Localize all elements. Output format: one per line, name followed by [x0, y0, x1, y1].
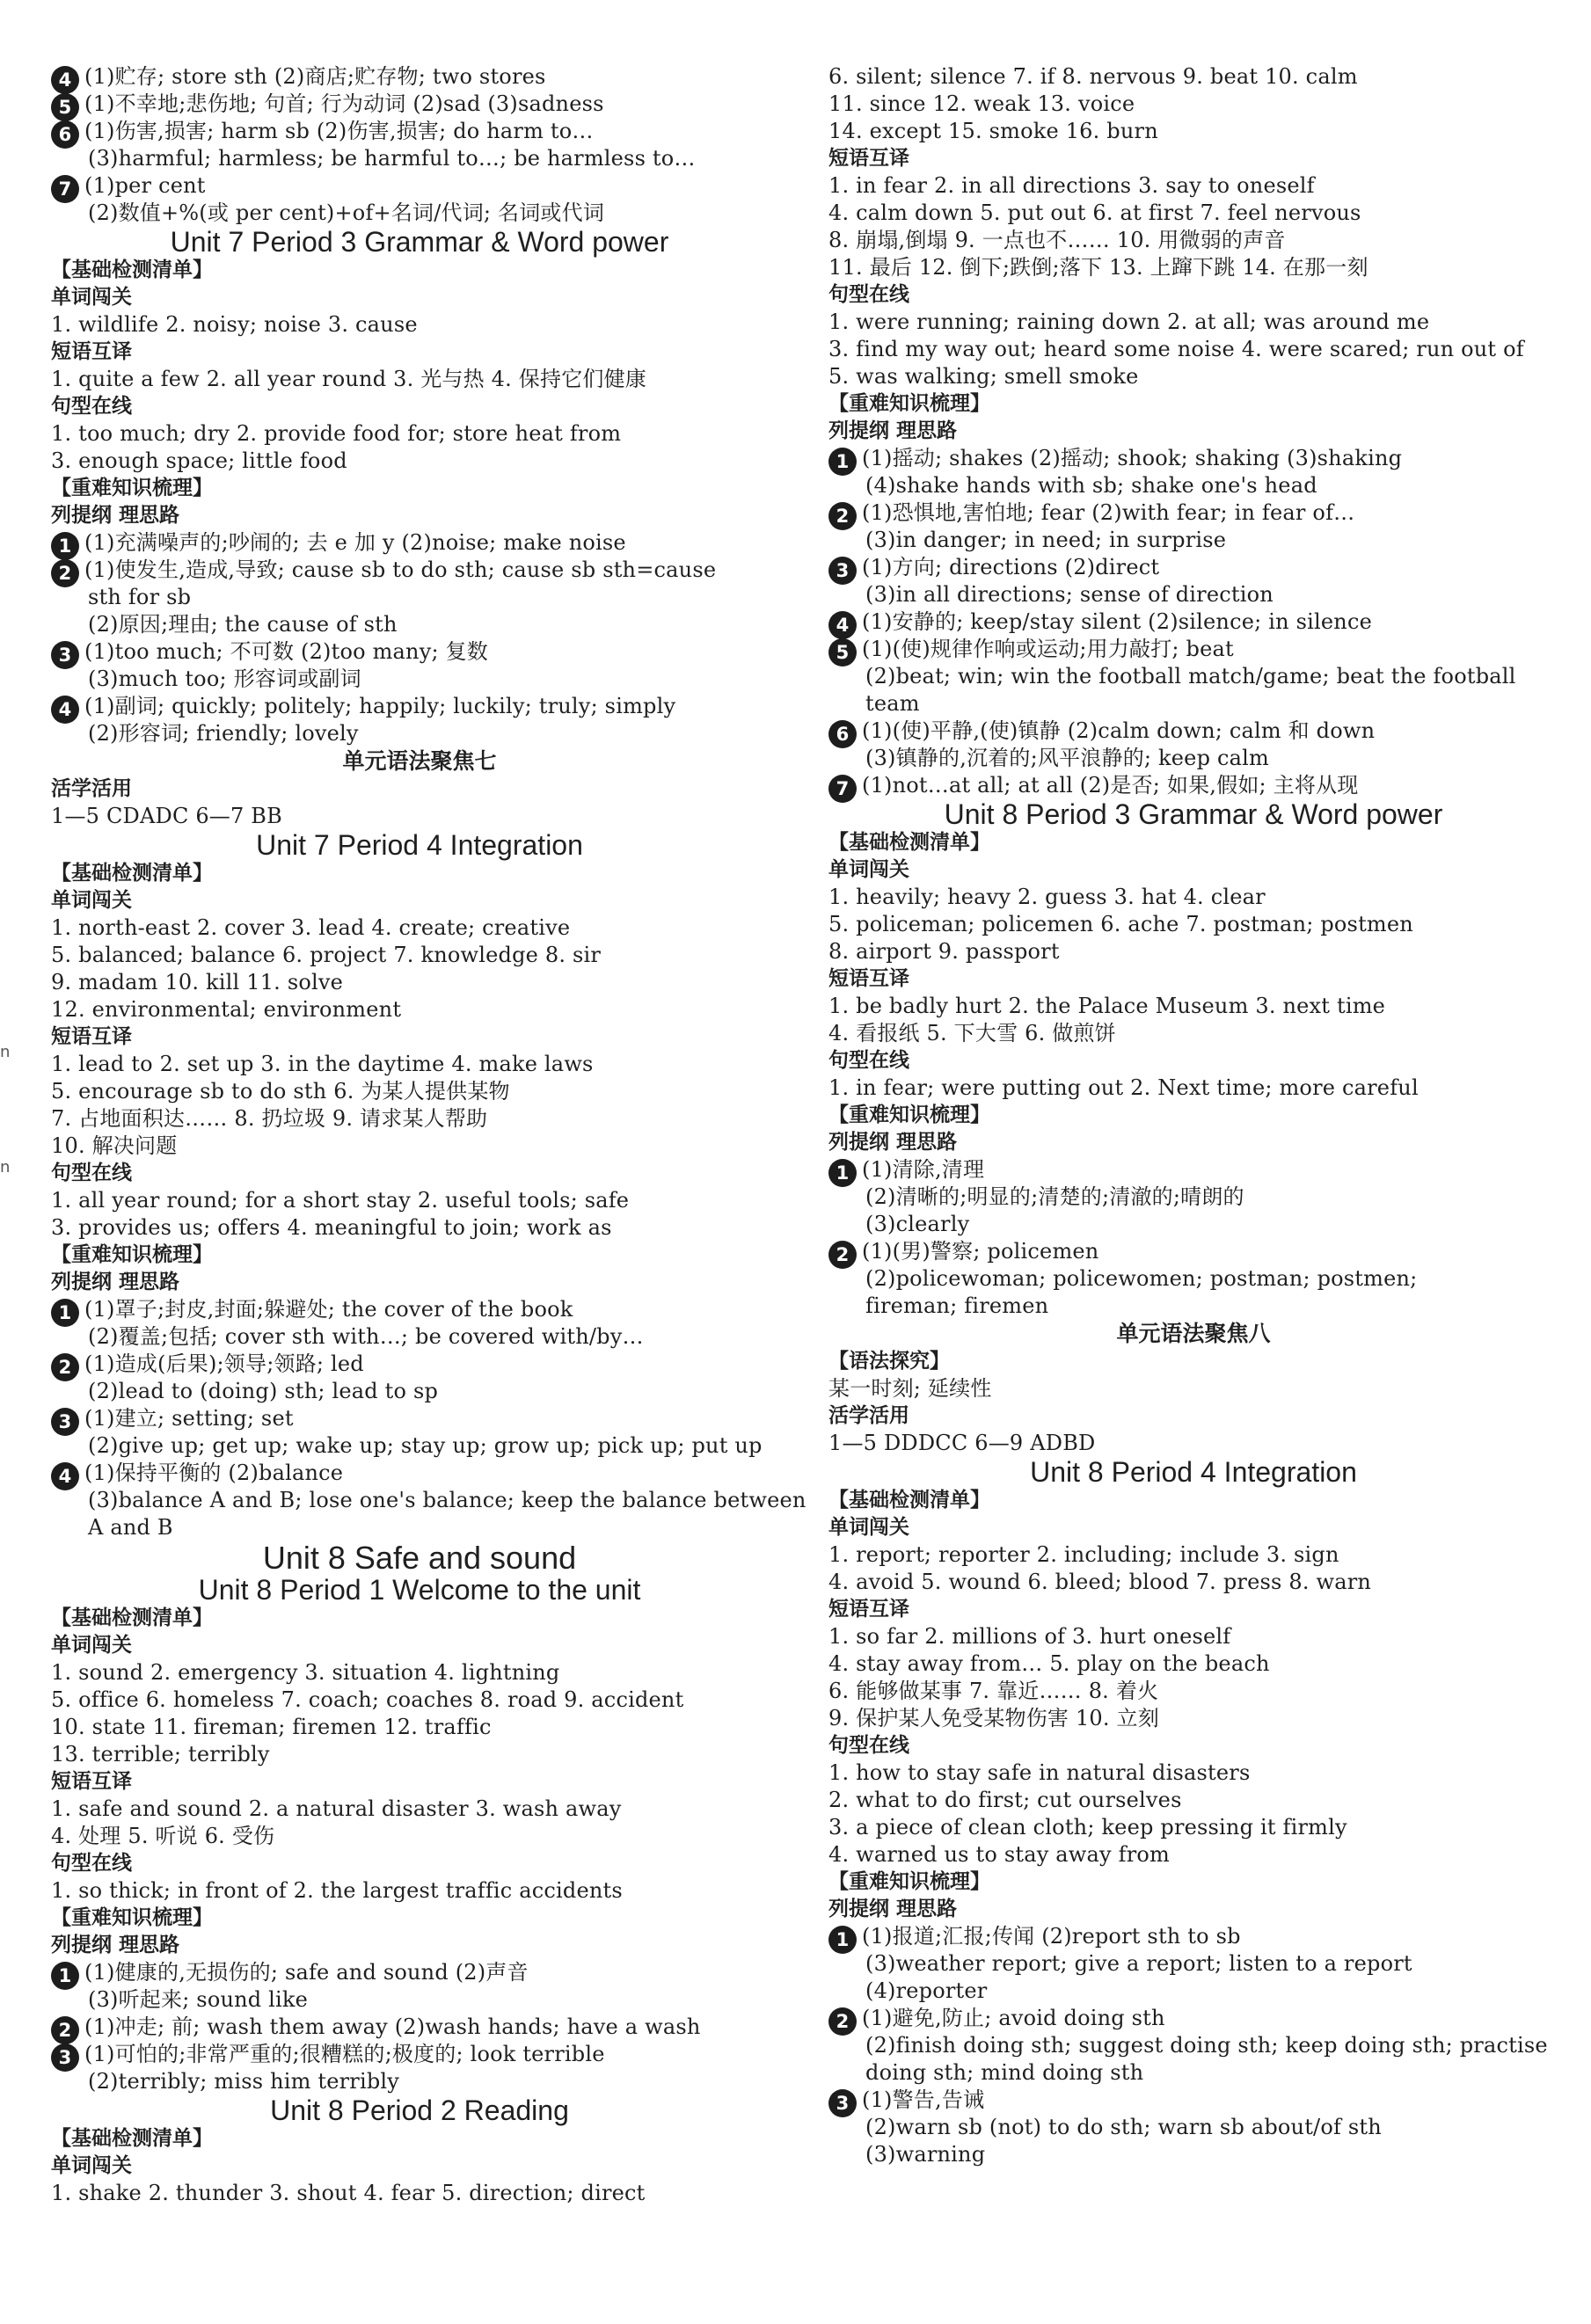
answer-line: 2 (1)恐惧地,害怕地; fear (2)with fear; in fear of… [828, 499, 1558, 527]
answer-line: 1 (1)罩子;封皮,封面;躲避处; the cover of the book [51, 1296, 788, 1323]
answer-line: 3 (1)可怕的;非常严重的;很糟糕的;极度的; look terrible [51, 2041, 788, 2068]
answer-line: 2. what to do first; cut ourselves [828, 1788, 1182, 1812]
answer-line: 3 (1)警告,告诫 [828, 2087, 1558, 2114]
number-6-icon: 6 [51, 120, 79, 149]
answer-line: (2)give up; get up; wake up; stay up; grow up; pick up; put up [88, 1433, 763, 1458]
margin-mark: n [0, 1158, 11, 1177]
answer-line: (3)听起来; sound like [88, 1987, 309, 2012]
grammar-focus-heading: 单元语法聚焦八 [1116, 1321, 1271, 1346]
answer-line: (2)policewoman; policewomen; postman; postmen; [865, 1266, 1418, 1291]
answer-line: 1 (1)健康的,无损伤的; safe and sound (2)声音 [51, 1959, 788, 1986]
answer-line: 5. policeman; policemen 6. ache 7. postman; postmen [828, 912, 1413, 936]
subsection-heading: 句型在线 [828, 1734, 909, 1757]
answer-line: 5 (1)不幸地;悲伤地; 句首; 行为动词 (2)sad (3)sadness [51, 91, 788, 118]
answer-line: 1. heavily; heavy 2. guess 3. hat 4. clear [828, 885, 1266, 909]
period-heading: Unit 7 Period 3 Grammar & Word power [170, 226, 669, 258]
subsection-heading: 句型在线 [51, 1162, 132, 1184]
number-1-icon: 1 [828, 1926, 857, 1954]
number-1-icon: 1 [51, 1962, 79, 1990]
number-5-icon: 5 [51, 93, 79, 121]
answer-line: 1. so far 2. millions of 3. hurt oneself [828, 1624, 1231, 1649]
answer-line: 1. so thick; in front of 2. the largest traffic accidents [51, 1878, 623, 1903]
answer-line: 4 (1)副词; quickly; politely; happily; luckily; truly; simply [51, 693, 788, 720]
answer-line: 4. avoid 5. wound 6. bleed; blood 7. press 8. warn [828, 1570, 1372, 1594]
number-4-icon: 4 [51, 66, 79, 94]
answer-line: 5. encourage sb to do sth 6. 为某人提供某物 [51, 1079, 510, 1104]
answer-line: 1. in fear; were putting out 2. Next time; more careful [828, 1075, 1419, 1100]
answer-line: 6. 能够做某事 7. 靠近…… 8. 着火 [828, 1679, 1159, 1703]
subsection-heading: 活学活用 [828, 1404, 909, 1427]
number-1-icon: 1 [51, 532, 79, 560]
answer-line: 3. provides us; offers 4. meaningful to join; work as [51, 1215, 612, 1240]
subsection-heading: 列提纲 理思路 [51, 1271, 180, 1293]
answer-line: 4. calm down 5. put out 6. at first 7. feel nervous [828, 200, 1361, 225]
answer-line: 6 (1)(使)平静,(使)镇静 (2)calm down; calm 和 down [828, 718, 1558, 745]
answer-line: (3)in all directions; sense of direction [865, 582, 1274, 607]
answer-line: 1. north-east 2. cover 3. lead 4. create; creative [51, 915, 571, 940]
answer-line: 1—5 DDDCC 6—9 ADBD [828, 1431, 1096, 1455]
answer-line: 2 (1)使发生,造成,导致; cause sb to do sth; cause sb sth=cause [51, 557, 788, 584]
answer-line: 4. warned us to stay away from [828, 1842, 1170, 1867]
answer-line: 3. enough space; little food [51, 448, 347, 473]
answer-line: 1 (1)充满噪声的;吵闹的; 去 e 加 y (2)noise; make noise [51, 529, 788, 557]
subsection-heading: 活学活用 [51, 777, 132, 800]
answer-line: (4)reporter [865, 1978, 988, 2003]
margin-mark: n [0, 1043, 11, 1061]
answer-line: 4 (1)保持平衡的 (2)balance [51, 1460, 788, 1487]
answer-line: (2)beat; win; win the football match/game; beat the football [865, 664, 1516, 688]
answer-line: (3)clearly [865, 1212, 970, 1236]
answer-line: (2)terribly; miss him terribly [88, 2069, 400, 2094]
answer-line: (2)覆盖;包括; cover sth with…; be covered with/by… [88, 1324, 644, 1349]
answer-line: 7 (1)per cent [51, 172, 788, 200]
answer-line: (2)清晰的;明显的;清楚的;清澈的;晴朗的 [865, 1184, 1244, 1209]
answer-line: 5. office 6. homeless 7. coach; coaches 8. road 9. accident [51, 1687, 684, 1712]
subsection-heading: 句型在线 [828, 1049, 909, 1072]
answer-line: 1. be badly hurt 2. the Palace Museum 3. next time [828, 994, 1386, 1018]
number-2-icon: 2 [828, 502, 857, 530]
answer-line: (3)balance A and B; lose one's balance; keep the balance between [88, 1488, 806, 1512]
number-2-icon: 2 [51, 1353, 79, 1381]
number-1-icon: 1 [828, 448, 857, 476]
section-heading: 【重难知识梳理】 [828, 1104, 990, 1126]
answer-line: 1. too much; dry 2. provide food for; store heat from [51, 421, 622, 446]
number-2-icon: 2 [828, 1241, 857, 1269]
answer-line: 3 (1)方向; directions (2)direct [828, 554, 1558, 581]
subsection-heading: 单词闯关 [51, 2154, 132, 2177]
number-3-icon: 3 [828, 557, 857, 585]
period-heading: Unit 8 Period 2 Reading [270, 2095, 569, 2126]
subsection-heading: 短语互译 [828, 967, 909, 990]
period-heading: Unit 8 Period 3 Grammar & Word power [944, 798, 1443, 830]
answer-line: 1. lead to 2. set up 3. in the daytime 4. make laws [51, 1052, 594, 1076]
answer-line: 4 (1)安静的; keep/stay silent (2)silence; in silence [828, 608, 1558, 636]
section-heading: 【重难知识梳理】 [51, 1906, 213, 1929]
answer-line: (2)finish doing sth; suggest doing sth; keep doing sth; practise [865, 2033, 1548, 2058]
number-3-icon: 3 [51, 2044, 79, 2072]
section-heading: 【重难知识梳理】 [828, 392, 990, 415]
answer-line: 2 (1)造成(后果);领导;领路; led [51, 1351, 788, 1378]
number-4-icon: 4 [51, 1462, 79, 1490]
answer-line: 12. environmental; environment [51, 997, 402, 1022]
grammar-focus-heading: 单元语法聚焦七 [342, 748, 497, 774]
subsection-heading: 单词闯关 [51, 889, 132, 912]
answer-line: (2)形容词; friendly; lovely [88, 721, 359, 746]
answer-line: 7 (1)not…at all; at all (2)是否; 如果,假如; 主将从现 [828, 772, 1558, 799]
answer-line: 6. silent; silence 7. if 8. nervous 9. beat 10. calm [828, 64, 1358, 89]
answer-line: 1. all year round; for a short stay 2. useful tools; safe [51, 1188, 630, 1213]
answer-line: (3)harmful; harmless; be harmful to…; be harmless to… [88, 146, 696, 171]
answer-line: 5. was walking; smell smoke [828, 364, 1139, 389]
number-1-icon: 1 [51, 1299, 79, 1327]
number-5-icon: 5 [828, 638, 857, 667]
answer-line: 3. find my way out; heard some noise 4. were scared; run out of [828, 337, 1524, 361]
answer-line: 4. 看报纸 5. 下大雪 6. 做煎饼 [828, 1021, 1116, 1045]
answer-line: (3)much too; 形容词或副词 [88, 667, 361, 691]
subsection-heading: 列提纲 理思路 [828, 419, 958, 442]
answer-line: 4. 处理 5. 听说 6. 受伤 [51, 1824, 275, 1848]
answer-line: (3)weather report; give a report; listen to a report [865, 1951, 1412, 1976]
answer-line: (2)lead to (doing) sth; lead to sp [88, 1379, 439, 1403]
answer-line: 8. 崩塌,倒塌 9. 一点也不…… 10. 用微弱的声音 [828, 228, 1286, 252]
subsection-heading: 单词闯关 [51, 1634, 132, 1657]
number-7-icon: 7 [828, 775, 857, 803]
answer-line: 8. airport 9. passport [828, 939, 1060, 964]
answer-line: sth for sb [88, 585, 192, 609]
answer-line: doing sth; mind doing sth [865, 2060, 1144, 2085]
subsection-heading: 短语互译 [828, 1598, 909, 1621]
subsection-heading: 句型在线 [51, 395, 132, 418]
answer-line: 1 (1)报道;汇报;传闻 (2)report sth to sb [828, 1923, 1558, 1950]
answer-line: 1. sound 2. emergency 3. situation 4. lightning [51, 1660, 560, 1685]
section-heading: 【基础检测清单】 [51, 259, 213, 281]
answer-line: 4. stay away from… 5. play on the beach [828, 1651, 1270, 1676]
answer-line: 1. safe and sound 2. a natural disaster 3. wash away [51, 1796, 622, 1821]
number-3-icon: 3 [51, 1408, 79, 1436]
subsection-heading: 列提纲 理思路 [828, 1898, 958, 1920]
subsection-heading: 句型在线 [828, 283, 909, 306]
subsection-heading: 列提纲 理思路 [51, 1934, 180, 1956]
answer-line: 3 (1)建立; setting; set [51, 1405, 788, 1432]
subsection-heading: 单词闯关 [828, 858, 909, 881]
answer-line: 1. report; reporter 2. including; include 3. sign [828, 1542, 1339, 1567]
number-4-icon: 4 [51, 696, 79, 724]
answer-line: 2 (1)(男)警察; policemen [828, 1238, 1558, 1265]
number-6-icon: 6 [828, 720, 857, 748]
section-heading: 【语法探究】 [828, 1350, 950, 1373]
number-7-icon: 7 [51, 175, 79, 203]
subsection-heading: 短语互译 [51, 1025, 132, 1048]
number-2-icon: 2 [51, 2016, 79, 2044]
answer-line: 1. how to stay safe in natural disasters [828, 1760, 1251, 1785]
answer-line: 10. 解决问题 [51, 1133, 178, 1158]
period-heading: Unit 8 Period 4 Integration [1030, 1456, 1357, 1488]
answer-line: 5. balanced; balance 6. project 7. knowledge 8. sir [51, 943, 602, 967]
section-heading: 【重难知识梳理】 [828, 1870, 990, 1893]
answer-line: fireman; firemen [865, 1293, 1049, 1318]
answer-line: 2 (1)冲走; 前; wash them away (2)wash hands; have a wash [51, 2014, 788, 2041]
answer-line: 某一时刻; 延续性 [828, 1376, 992, 1401]
answer-line: (2)warn sb (not) to do sth; warn sb about/of sth [865, 2115, 1382, 2139]
number-2-icon: 2 [51, 559, 79, 587]
answer-line: 1. in fear 2. in all directions 3. say to oneself [828, 173, 1315, 198]
subsection-heading: 单词闯关 [828, 1516, 909, 1539]
answer-line: 9. madam 10. kill 11. solve [51, 970, 344, 994]
number-4-icon: 4 [828, 611, 857, 639]
answer-line: (2)数值+%(或 per cent)+of+名词/代词; 名词或代词 [88, 200, 605, 225]
answer-line: 1. wildlife 2. noisy; noise 3. cause [51, 312, 418, 337]
answer-line: (3)warning [865, 2142, 986, 2167]
subsection-heading: 列提纲 理思路 [51, 504, 180, 527]
answer-line: 6 (1)伤害,损害; harm sb (2)伤害,损害; do harm to… [51, 118, 788, 145]
answer-line: 5 (1)(使)规律作响或运动;用力敲打; beat [828, 636, 1558, 663]
answer-line: (3)in danger; in need; in surprise [865, 528, 1227, 552]
section-heading: 【基础检测清单】 [51, 2127, 213, 2150]
section-heading: 【基础检测清单】 [828, 1489, 990, 1512]
subsection-heading: 句型在线 [51, 1852, 132, 1875]
period-heading: Unit 8 Period 1 Welcome to the unit [198, 1574, 641, 1606]
period-heading: Unit 7 Period 4 Integration [256, 829, 583, 861]
answer-line: 10. state 11. fireman; firemen 12. traffic [51, 1715, 492, 1739]
right-column [828, 63, 1558, 2168]
number-2-icon: 2 [828, 2007, 857, 2036]
left-column [51, 63, 806, 2207]
answer-line: (4)shake hands with sb; shake one's head [865, 473, 1317, 498]
answer-line: 3 (1)too much; 不可数 (2)too many; 复数 [51, 638, 788, 666]
answer-line: (3)镇静的,沉着的;风平浪静的; keep calm [865, 746, 1269, 770]
number-3-icon: 3 [828, 2089, 857, 2117]
subsection-heading: 列提纲 理思路 [828, 1131, 958, 1154]
answer-line: 1 (1)摇动; shakes (2)摇动; shook; shaking (3)shaking [828, 445, 1558, 472]
answer-line: 9. 保护某人免受某物伤害 10. 立刻 [828, 1706, 1159, 1730]
answer-line: 7. 占地面积达…… 8. 扔垃圾 9. 请求某人帮助 [51, 1106, 488, 1131]
answer-line: A and B [88, 1515, 173, 1540]
section-heading: 【重难知识梳理】 [51, 477, 213, 499]
answer-line: 4 (1)贮存; store sth (2)商店;贮存物; two stores [51, 63, 788, 91]
answer-line: 1. quite a few 2. all year round 3. 光与热 4. 保持它们健康 [51, 367, 646, 391]
subsection-heading: 短语互译 [828, 147, 909, 170]
section-heading: 【基础检测清单】 [51, 1606, 213, 1629]
subsection-heading: 短语互译 [51, 340, 132, 363]
answer-line: 11. since 12. weak 13. voice [828, 91, 1135, 116]
answer-line: 1. shake 2. thunder 3. shout 4. fear 5. direction; direct [51, 2181, 646, 2205]
answer-line: 13. terrible; terribly [51, 1742, 270, 1767]
answer-line: 2 (1)避免,防止; avoid doing sth [828, 2005, 1558, 2032]
answer-line: 1—5 CDADC 6—7 BB [51, 804, 282, 828]
section-heading: 【基础检测清单】 [51, 862, 213, 885]
subsection-heading: 单词闯关 [51, 286, 132, 309]
number-3-icon: 3 [51, 641, 79, 669]
answer-line: (2)原因;理由; the cause of sth [88, 612, 398, 637]
section-heading: 【基础检测清单】 [828, 831, 990, 854]
subsection-heading: 短语互译 [51, 1770, 132, 1793]
answer-line: team [865, 691, 920, 716]
answer-line: 14. except 15. smoke 16. burn [828, 119, 1158, 143]
unit-heading: Unit 8 Safe and sound [262, 1540, 577, 1576]
answer-line: 1 (1)清除,清理 [828, 1156, 1558, 1184]
section-heading: 【重难知识梳理】 [51, 1243, 213, 1266]
answer-line: 3. a piece of clean cloth; keep pressing it firmly [828, 1815, 1347, 1840]
number-1-icon: 1 [828, 1159, 857, 1187]
answer-line: 1. were running; raining down 2. at all; was around me [828, 310, 1430, 334]
answer-line: 11. 最后 12. 倒下;跌倒;落下 13. 上蹿下跳 14. 在那一刻 [828, 255, 1368, 280]
